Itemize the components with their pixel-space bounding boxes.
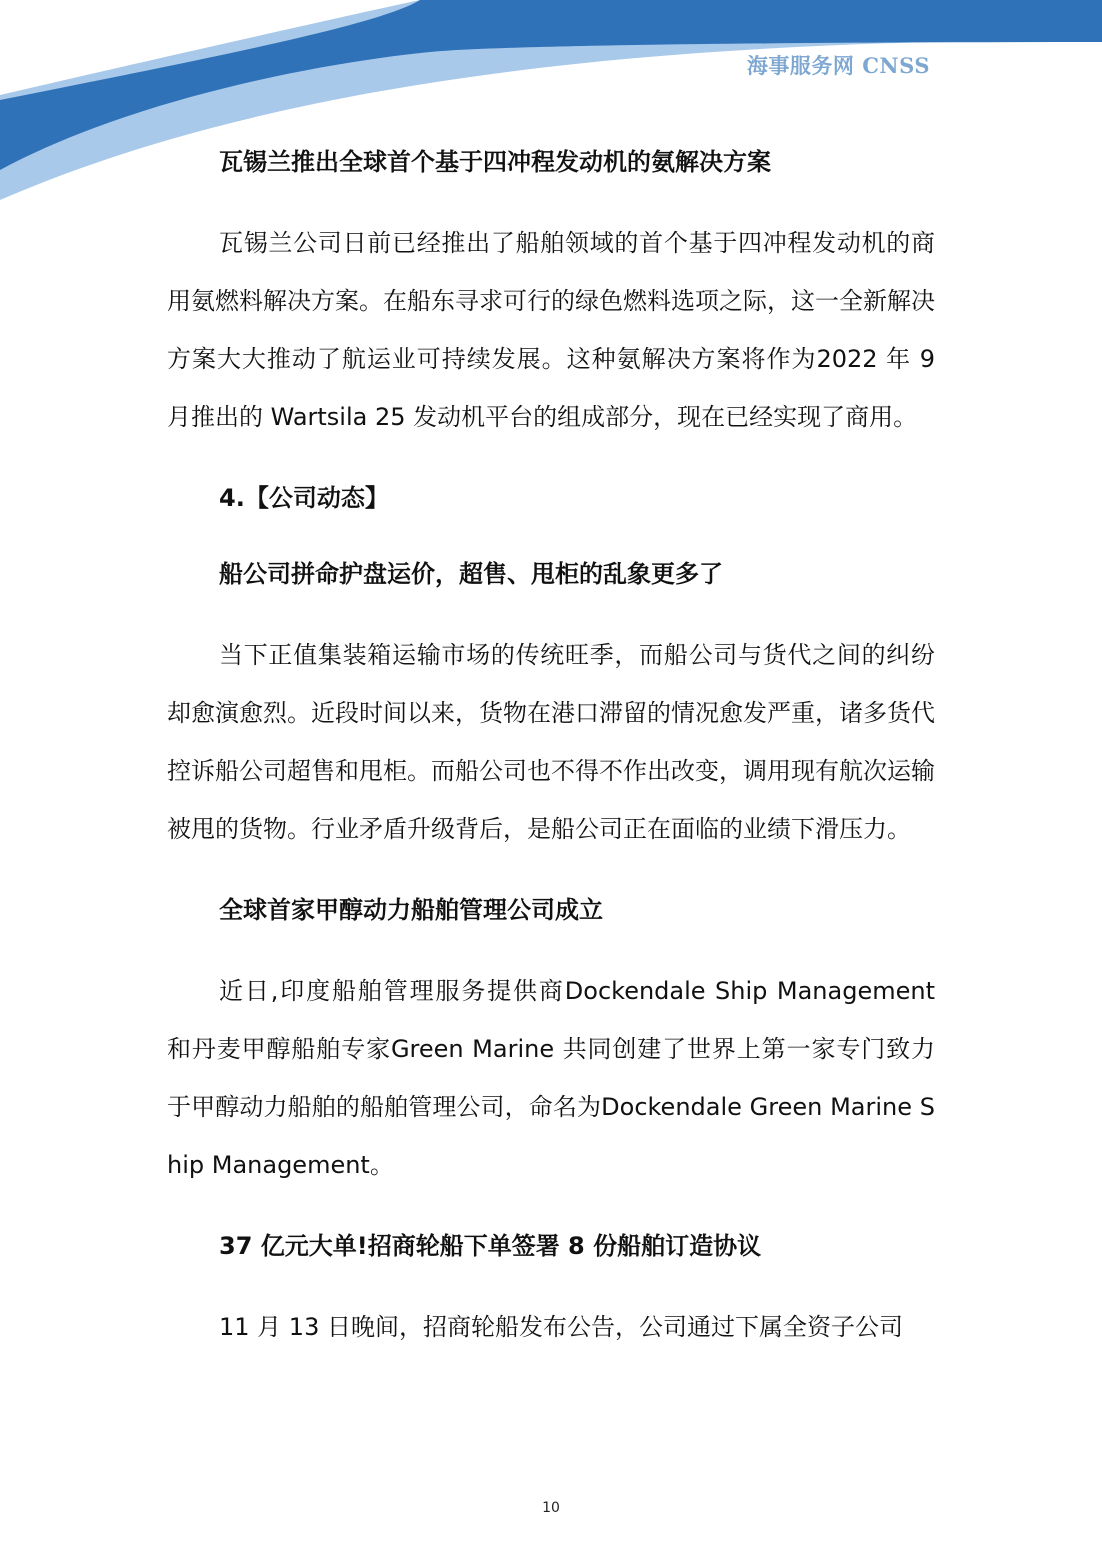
document-body bbox=[167, 140, 935, 1356]
article-body: 近日,印度船舶管理服务提供商Dockendale Ship Management 和丹麦甲醇船舶专家Green Marine 共同创建了世界上第一家专门致力于甲醇动力船舶的船舶管理公司，命名为Dockendale Green Marine Ship Management。 bbox=[167, 977, 935, 1179]
article-body: 11 月 13 日晚间，招商轮船发布公告，公司通过下属全资子公司 bbox=[219, 1313, 903, 1341]
article-body: 当下正值集装箱运输市场的传统旺季，而船公司与货代之间的纠纷却愈演愈烈。近段时间以来，货物在港口滞留的情况愈发严重，诸多货代控诉船公司超售和甩柜。而船公司也不得不作出改变，调用现有航次运输被甩的货物。行业矛盾升级背后，是船公司正在面临的业绩下滑压力。 bbox=[167, 641, 935, 843]
article-title: 37 亿元大单!招商轮船下单签署 8 份船舶订造协议 bbox=[219, 1232, 762, 1260]
page-number: 10 bbox=[542, 1500, 560, 1516]
article-title: 船公司拼命护盘运价，超售、甩柜的乱象更多了 bbox=[219, 560, 723, 588]
brand-label: 海事服务网 CNSS bbox=[746, 53, 930, 78]
article-body: 瓦锡兰公司日前已经推出了船舶领域的首个基于四冲程发动机的商用氨燃料解决方案。在船东寻求可行的绿色燃料选项之际，这一全新解决方案大大推动了航运业可持续发展。这种氨解决方案将作为2022 年 9 月推出的 Wartsila 25 发动机平台的组成部分，现在已经实现了商用。 bbox=[167, 229, 935, 431]
article-title: 瓦锡兰推出全球首个基于四冲程发动机的氨解决方案 bbox=[219, 148, 771, 176]
article-title: 全球首家甲醇动力船舶管理公司成立 bbox=[219, 896, 603, 924]
section-title: 4.【公司动态】 bbox=[219, 484, 389, 512]
